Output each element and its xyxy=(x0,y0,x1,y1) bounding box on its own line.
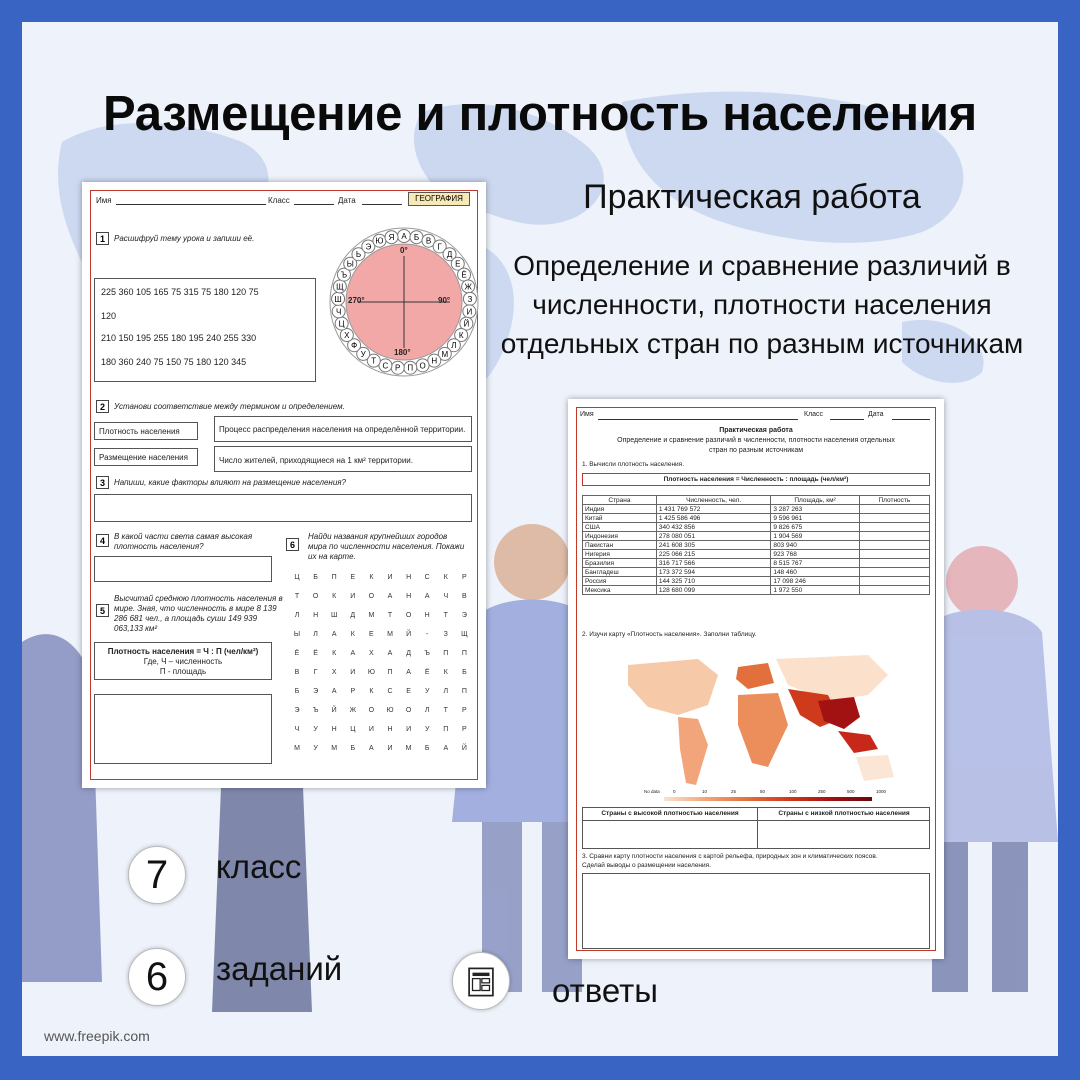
table-cell: 1 431 769 572 xyxy=(656,505,770,514)
ws1-name-label: Имя xyxy=(96,196,112,205)
dial-letter: Я xyxy=(388,233,395,243)
table-cell: 225 066 215 xyxy=(656,550,770,559)
table-cell: 278 080 051 xyxy=(656,532,770,541)
dial-letter: Щ xyxy=(336,282,344,292)
table-row xyxy=(583,532,930,541)
grid-letter: Н xyxy=(424,612,430,619)
grid-letter: В xyxy=(294,669,300,676)
grid-letter: М xyxy=(405,745,412,752)
task1-number: 1 xyxy=(96,232,109,245)
grid-letter: У xyxy=(313,745,318,752)
grid-letter: К xyxy=(332,593,337,600)
grid-letter: Л xyxy=(313,631,318,638)
legend-tick-label: 25 xyxy=(731,789,737,794)
task5-text-3: 286 681 чел., а площадь суши 149 939 xyxy=(114,614,258,623)
ws2-task2: 2. Изучи карту «Плотность населения». Заполни таблицу. xyxy=(582,631,757,638)
grid-letter: П xyxy=(331,574,337,581)
task5-text-4: 063,133 км² xyxy=(114,624,158,633)
grade-circle: 7 xyxy=(128,846,186,904)
grid-letter: К xyxy=(369,574,374,581)
grid-letter: А xyxy=(331,688,337,695)
table-cell: 803 940 xyxy=(771,541,859,550)
grid-letter: Й xyxy=(331,707,337,714)
dial-angle-0: 0° xyxy=(400,246,408,255)
table-row xyxy=(583,577,930,586)
grid-letter: Б xyxy=(424,745,430,752)
grid-letter: М xyxy=(368,612,375,619)
ws2-task3-answer-box xyxy=(582,873,930,949)
dial-letter: А xyxy=(401,232,407,241)
dial-angle-180: 180° xyxy=(394,348,411,357)
grid-letter: А xyxy=(443,745,449,752)
dial-letter: Т xyxy=(371,356,377,366)
page-title: Размещение и плотность населения xyxy=(103,87,977,141)
answers-label: ответы xyxy=(552,972,658,1009)
grid-letter: П xyxy=(461,650,467,657)
table-cell xyxy=(859,568,929,577)
task4-text-1: В какой части света самая высокая xyxy=(114,532,253,541)
table-cell: 3 287 263 xyxy=(771,505,859,514)
dial-letter: Х xyxy=(344,331,350,340)
grid-letter: О xyxy=(312,593,319,600)
grid-letter: Ж xyxy=(349,707,357,714)
table-cell: 1 972 550 xyxy=(771,586,859,595)
grid-letter: Л xyxy=(424,707,430,714)
grid-letter: А xyxy=(369,745,374,752)
code-box: 225 360 105 165 75 315 75 180 120 75 120 210 150 195 255 180 195 240 255 330 180 360 240 75 150 75 180 120 345 xyxy=(94,278,316,382)
term-box-2: Размещение населения xyxy=(94,448,198,466)
grid-letter: Ы xyxy=(293,631,301,638)
legend-tick-label: 1000 xyxy=(876,789,887,794)
grid-letter: М xyxy=(387,631,393,638)
legend-tick-label: 250 xyxy=(818,789,826,794)
task4-number: 4 xyxy=(96,534,109,547)
grid-letter: И xyxy=(406,726,412,733)
grid-letter: К xyxy=(332,650,337,657)
dial-letter: Ф xyxy=(351,341,358,351)
grid-letter: Л xyxy=(443,688,449,695)
table-cell xyxy=(859,532,929,541)
task5-text-2: мире. Зная, что численность в мире 8 139 xyxy=(114,604,277,613)
grid-letter: О xyxy=(368,593,375,600)
table-cell: 144 325 710 xyxy=(656,577,770,586)
grid-letter: Й xyxy=(406,631,412,638)
grid-letter: Д xyxy=(350,612,356,619)
table-cell: Пакистан xyxy=(583,541,657,550)
table-cell: Бангладеш xyxy=(583,568,657,577)
table-cell: 173 372 594 xyxy=(656,568,770,577)
table-row xyxy=(583,568,930,577)
ws2-subtitle-1: Определение и сравнение различий в численности, плотности населения отдельных xyxy=(617,437,895,444)
dial-letter: Е xyxy=(455,259,461,269)
grid-letter: Х xyxy=(369,650,374,657)
page-subtitle: Практическая работа xyxy=(583,178,921,216)
grid-letter: У xyxy=(424,726,430,733)
col-high-density: Страны с высокой плотностью населения xyxy=(601,810,739,817)
grid-letter: К xyxy=(350,631,355,638)
grid-letter: Ё xyxy=(294,650,300,657)
grid-letter: А xyxy=(387,650,393,657)
grid-letter: О xyxy=(368,707,375,714)
grid-letter: К xyxy=(369,688,374,695)
grid-letter: Т xyxy=(443,707,448,714)
grid-letter: Ч xyxy=(294,726,300,733)
ws2-title: Практическая работа xyxy=(719,427,793,434)
page-description: Определение и сравнение различий в численности, плотности населения отдельных стран по разным источникам xyxy=(500,250,1024,359)
worksheet-preview-1 xyxy=(82,182,486,788)
dial-letter: О xyxy=(419,361,426,371)
dial-letter: Э xyxy=(365,242,372,252)
task6-text-2: мира по численности населения. Покажи xyxy=(308,542,465,551)
ws2-task3-2: Сделай выводы о размещении населения. xyxy=(582,862,711,869)
task6-text-1: Найди названия крупнейших городов xyxy=(308,532,448,541)
table-cell: 316 717 566 xyxy=(656,559,770,568)
task4-text-2: плотность населения? xyxy=(114,542,204,551)
grid-letter: Ш xyxy=(330,612,338,619)
poster-canvas xyxy=(22,22,1058,1056)
table-cell xyxy=(859,523,929,532)
table-cell xyxy=(859,541,929,550)
grid-letter: Ё xyxy=(424,669,430,676)
grid-letter: И xyxy=(350,593,356,600)
ws2-name-label: Имя xyxy=(580,411,594,418)
grid-letter: Т xyxy=(294,593,300,600)
table-cell: Россия xyxy=(583,577,657,586)
dial-letter: С xyxy=(382,361,389,371)
population-density-map xyxy=(608,645,908,795)
grid-letter: Ч xyxy=(443,593,449,600)
dial-letter: Ц xyxy=(338,319,345,329)
ws1-class-label: Класс xyxy=(268,196,290,205)
grid-letter: Н xyxy=(331,726,337,733)
table-cell: 9 826 675 xyxy=(771,523,859,532)
formula-box: Плотность населения = Ч : П (чел/км²) Где, Ч – численность П - площадь xyxy=(94,642,272,680)
grid-letter: О xyxy=(405,707,412,714)
dial-letter: Ъ xyxy=(340,270,348,280)
grid-letter: И xyxy=(387,574,393,581)
dial-letter: Б xyxy=(413,233,420,243)
task4-answer-box xyxy=(94,556,272,582)
table-row xyxy=(583,559,930,568)
grid-letter: Е xyxy=(350,574,356,581)
dial-letter: Д xyxy=(446,250,453,260)
table-cell: 8 515 767 xyxy=(771,559,859,568)
population-table xyxy=(582,495,930,595)
dial-letter: К xyxy=(458,331,464,340)
legend-tick-label: 50 xyxy=(760,789,766,794)
grid-letter: И xyxy=(387,745,393,752)
table-cell xyxy=(859,586,929,595)
grid-letter: Ю xyxy=(386,707,394,714)
legend-tick-label: No data xyxy=(644,789,660,794)
grid-letter: Н xyxy=(406,593,412,600)
grid-letter: С xyxy=(424,574,430,581)
ws2-task3-1: 3. Сравни карту плотности населения с картой рельефа, природных зон и климатических поясов. xyxy=(582,853,878,860)
grid-letter: М xyxy=(331,745,338,752)
grid-letter: - xyxy=(426,631,429,638)
table-cell xyxy=(859,559,929,568)
legend-tick-label: 0 xyxy=(673,789,676,794)
dial-angle-270: 270° xyxy=(348,296,365,305)
grid-letter: В xyxy=(462,593,467,600)
grid-letter: Л xyxy=(294,612,300,619)
table-row xyxy=(583,586,930,595)
letter-grid xyxy=(286,574,472,764)
grid-letter: Р xyxy=(462,707,467,714)
grid-letter: Ъ xyxy=(424,650,430,657)
table-cell: Китай xyxy=(583,514,657,523)
grid-letter: А xyxy=(350,650,356,657)
task6-number: 6 xyxy=(286,538,299,551)
grid-letter: Ю xyxy=(367,669,375,676)
tasks-label: заданий xyxy=(216,950,343,987)
dial-letter: Ы xyxy=(346,259,354,269)
dial-letter: Ю xyxy=(375,236,384,246)
ws2-class-label: Класс xyxy=(804,411,824,418)
dial-letter: Р xyxy=(395,363,401,373)
grid-letter: Н xyxy=(406,574,412,581)
dial-letter: Г xyxy=(437,242,442,252)
grid-letter: Э xyxy=(313,688,319,695)
grid-letter: И xyxy=(350,669,356,676)
dial-letter: И xyxy=(466,307,473,317)
map-legend-ticks xyxy=(644,789,887,797)
table-header-cell: Численность, чел. xyxy=(656,496,770,505)
worksheet-icon xyxy=(452,952,510,1010)
table-cell: 9 596 961 xyxy=(771,514,859,523)
grid-letter: Щ xyxy=(461,631,468,638)
table-cell: 128 680 099 xyxy=(656,586,770,595)
grid-letter: Г xyxy=(313,669,318,676)
map-legend-bar xyxy=(664,797,872,801)
table-cell: Индонезия xyxy=(583,532,657,541)
grid-letter: Э xyxy=(294,707,300,714)
grid-letter: П xyxy=(443,726,449,733)
legend-tick-label: 10 xyxy=(702,789,708,794)
table-cell: 241 608 305 xyxy=(656,541,770,550)
definition-box-2: Число жителей, приходящиеся на 1 км² территории. xyxy=(214,446,472,472)
dial-letter: В xyxy=(425,236,432,246)
dial-letter: М xyxy=(441,349,449,359)
grid-letter: С xyxy=(387,688,393,695)
table-cell: Индия xyxy=(583,505,657,514)
table-cell: Мексика xyxy=(583,586,657,595)
subject-badge: ГЕОГРАФИЯ xyxy=(408,192,470,206)
table-row xyxy=(583,523,930,532)
dial-letter: Ж xyxy=(464,282,472,292)
grid-letter: Й xyxy=(461,745,467,752)
table-header-cell: Площадь, км² xyxy=(771,496,859,505)
table-cell xyxy=(859,505,929,514)
dial-letter: Ч xyxy=(335,307,342,317)
legend-tick-label: 100 xyxy=(789,789,797,794)
grid-letter: П xyxy=(387,669,393,676)
tasks-circle: 6 xyxy=(128,948,186,1006)
grid-letter: Ц xyxy=(350,726,356,733)
task2-text: Установи соответствие между термином и определением. xyxy=(114,402,345,411)
dial-angle-90: 90° xyxy=(438,296,451,305)
table-cell: 923 768 xyxy=(771,550,859,559)
grid-letter: Н xyxy=(387,726,393,733)
grid-letter: П xyxy=(461,688,467,695)
table-cell xyxy=(859,550,929,559)
grid-letter: П xyxy=(443,650,449,657)
grid-letter: Ъ xyxy=(312,707,319,714)
grid-letter: А xyxy=(424,593,430,600)
table-cell: 1 904 569 xyxy=(771,532,859,541)
table-cell xyxy=(859,514,929,523)
ws2-task1: 1. Вычисли плотность населения. xyxy=(582,461,684,468)
task3-number: 3 xyxy=(96,476,109,489)
grid-letter: И xyxy=(368,726,374,733)
grid-letter: Д xyxy=(406,650,411,657)
density-answer-table xyxy=(582,807,930,849)
grid-letter: А xyxy=(387,593,393,600)
task5-text-1: Высчитай среднюю плотность населения в xyxy=(114,594,283,603)
dial-letter: З xyxy=(467,294,473,304)
task2-number: 2 xyxy=(96,400,109,413)
grid-letter: З xyxy=(443,631,448,638)
dial-letter: Н xyxy=(431,356,438,366)
table-cell: 1 425 586 496 xyxy=(656,514,770,523)
grid-letter: Э xyxy=(461,612,467,619)
grid-letter: У xyxy=(313,726,318,733)
dial-letter: Ш xyxy=(334,294,342,304)
legend-tick-label: 500 xyxy=(847,789,855,794)
worksheet-preview-2 xyxy=(568,399,944,959)
grid-letter: Б xyxy=(462,669,467,676)
grid-letter: А xyxy=(406,669,411,676)
grid-letter: Н xyxy=(313,612,319,619)
dial-letter: Ь xyxy=(355,250,362,260)
dial-letter: Ё xyxy=(461,270,467,280)
table-header-cell: Страна xyxy=(583,496,657,505)
ws2-formula-box: Плотность населения = Численность : площадь (чел/км²) xyxy=(582,473,930,486)
grid-letter: Т xyxy=(443,612,448,619)
grid-letter: Е xyxy=(369,631,374,638)
table-cell: Бразилия xyxy=(583,559,657,568)
table-row xyxy=(583,550,930,559)
grid-letter: Е xyxy=(406,688,411,695)
grid-letter: Р xyxy=(350,688,356,695)
dial-letter: П xyxy=(407,363,414,373)
task5-answer-box xyxy=(94,694,272,764)
grade-label: класс xyxy=(216,848,302,885)
grid-letter: У xyxy=(424,688,430,695)
table-cell: 17 098 246 xyxy=(771,577,859,586)
task1-text: Расшифруй тему урока и запиши её. xyxy=(114,234,255,243)
definition-box-1: Процесс распределения населения на определённой территории. xyxy=(214,416,472,442)
table-header-cell: Плотность xyxy=(859,496,929,505)
table-cell: 148 460 xyxy=(771,568,859,577)
grid-letter: К xyxy=(443,669,448,676)
grid-letter: Р xyxy=(462,726,467,733)
grid-letter: Х xyxy=(331,669,337,676)
dial-letter: Й xyxy=(463,319,470,329)
grid-letter: М xyxy=(294,745,300,752)
table-cell: Нигерия xyxy=(583,550,657,559)
task3-text: Напиши, какие факторы влияют на размещение населения? xyxy=(114,478,346,487)
grid-letter: К xyxy=(443,574,448,581)
grid-letter: Б xyxy=(313,574,318,581)
freepik-watermark: www.freepik.com xyxy=(44,1028,150,1044)
grid-letter: О xyxy=(405,612,412,619)
grid-letter: Т xyxy=(387,612,393,619)
dial-letter: У xyxy=(360,349,366,359)
ws2-subtitle-2: стран по разным источникам xyxy=(708,447,804,454)
ws1-date-label: Дата xyxy=(338,196,356,205)
grid-letter: Р xyxy=(462,574,467,581)
col-low-density: Страны с низкой плотностью населения xyxy=(778,810,910,817)
grid-letter: Б xyxy=(350,745,356,752)
table-cell: США xyxy=(583,523,657,532)
dial-letter: Л xyxy=(451,341,457,351)
task5-number: 5 xyxy=(96,604,109,617)
grid-letter: Б xyxy=(294,688,300,695)
table-cell xyxy=(859,577,929,586)
table-row xyxy=(583,541,930,550)
grid-letter: Ё xyxy=(313,650,318,657)
ws2-date-label: Дата xyxy=(868,411,884,418)
task6-text-3: их на карте. xyxy=(308,552,356,561)
grid-letter: А xyxy=(331,631,337,638)
term-box-1: Плотность населения xyxy=(94,422,198,440)
task3-answer-box xyxy=(94,494,472,522)
table-row xyxy=(583,505,930,514)
grid-letter: Ц xyxy=(294,574,300,581)
table-row xyxy=(583,514,930,523)
table-cell: 340 432 856 xyxy=(656,523,770,532)
